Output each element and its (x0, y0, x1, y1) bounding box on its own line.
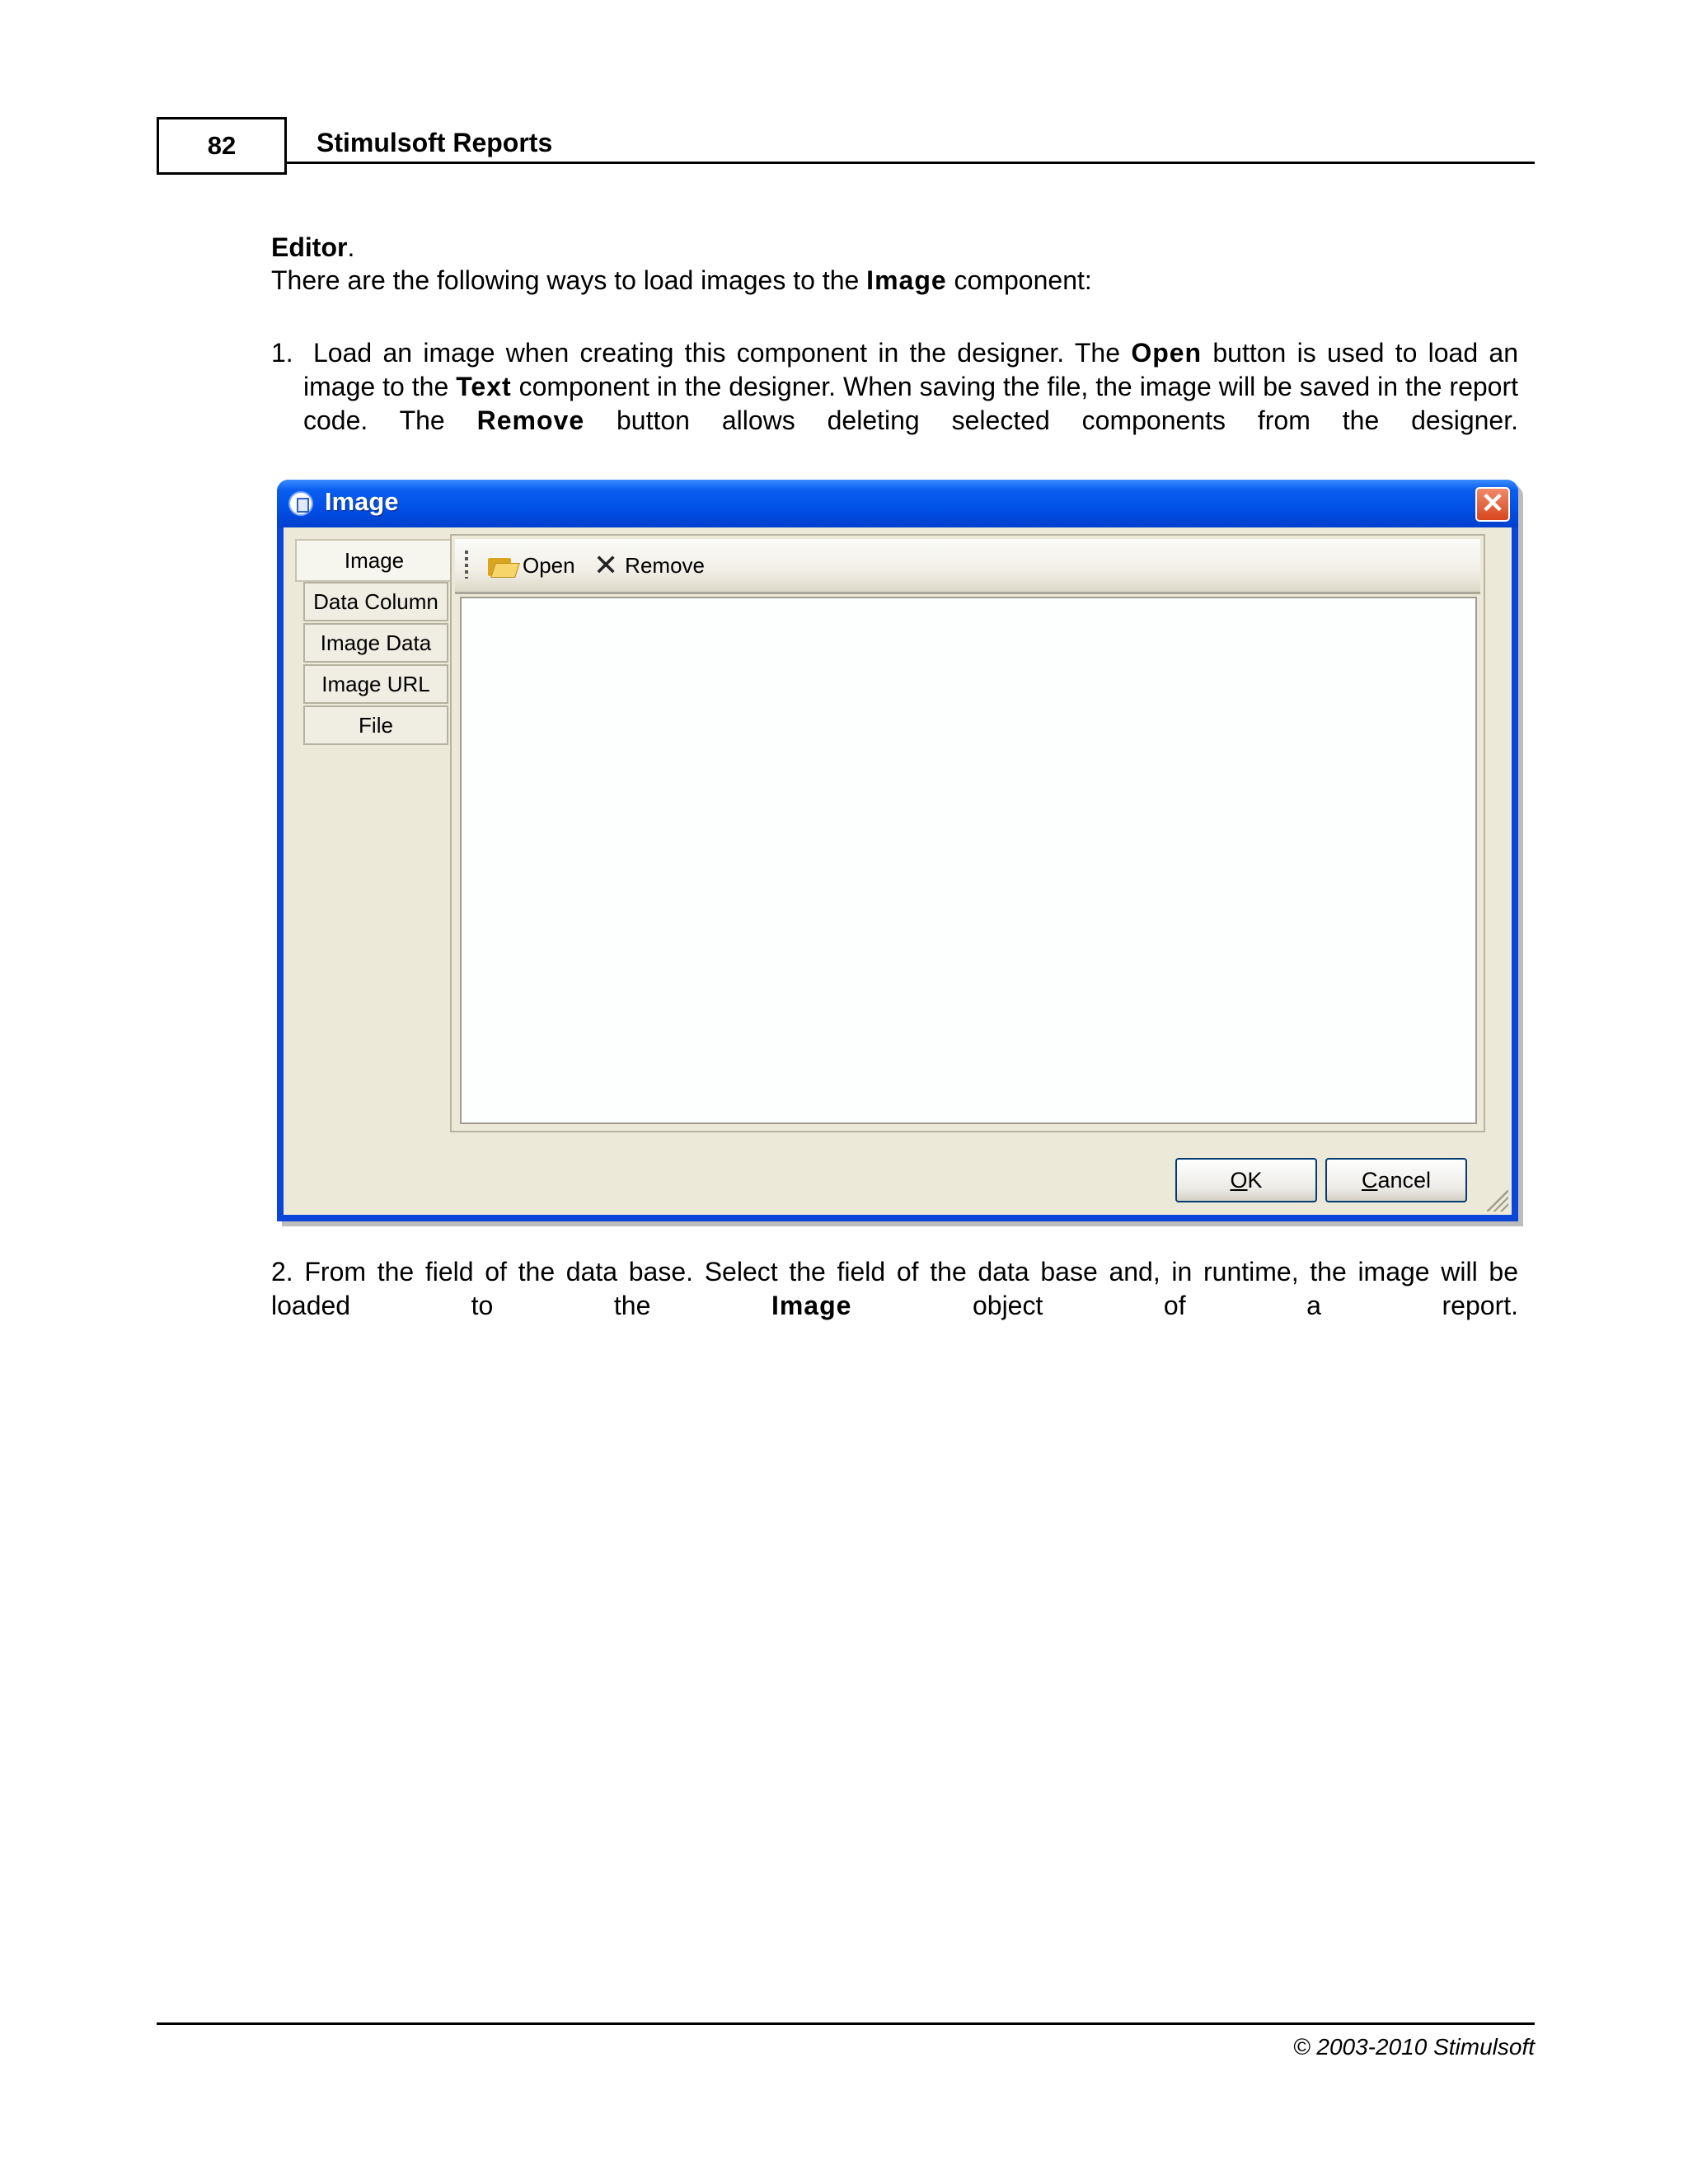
item1-text-2: button is used to load an image to the (303, 338, 1519, 401)
ok-mnemonic: O (1230, 1167, 1248, 1193)
ok-rest: K (1247, 1167, 1263, 1193)
item1-text-3: component in the designer. When saving the file, the image will be saved in the report code. The (303, 372, 1519, 435)
open-label: Open (523, 552, 575, 578)
footer-rule (157, 2022, 1535, 2025)
item2-image-bold: Image (771, 1291, 852, 1320)
item1-remove-bold: Remove (476, 405, 585, 435)
cancel-button[interactable] (1325, 1158, 1467, 1202)
close-button[interactable]: ✕ (1475, 487, 1510, 522)
editor-word: Editor (271, 232, 348, 262)
tab-image[interactable]: Image (295, 539, 452, 582)
open-folder-icon (488, 555, 516, 576)
item1-number: 1. (271, 338, 293, 368)
intro-sentence (271, 264, 1092, 298)
item2-text-1: 2. From the field of the data base. Select the field of the data base and, in runtime, the image will be loaded to the (271, 1257, 1518, 1320)
item2-text-2: object of a report. (851, 1291, 1519, 1320)
page-number: 82 (157, 117, 287, 175)
intro-image-bold: Image (866, 265, 947, 295)
editor-period: . (347, 232, 355, 262)
ok-button[interactable] (1175, 1158, 1317, 1202)
intro-text-a: There are the following ways to load images to the (271, 265, 867, 295)
remove-label: Remove (625, 552, 705, 578)
running-header-title: Stimulsoft Reports (316, 128, 553, 157)
remove-button[interactable] (593, 539, 705, 592)
intro-text-c: component: (946, 265, 1092, 295)
dialog-client-area (284, 527, 1512, 1215)
image-panel (450, 534, 1485, 1132)
dialog-title: Image (325, 487, 399, 516)
tab-file[interactable]: File (303, 705, 448, 745)
dialog-document-icon (288, 491, 313, 516)
item1-open-bold: Open (1131, 338, 1203, 368)
resize-grip-icon[interactable] (1487, 1190, 1508, 1212)
remove-x-icon: ✕ (593, 548, 619, 582)
dialog-titlebar[interactable] (277, 480, 1518, 527)
tab-image-url[interactable]: Image URL (303, 664, 448, 704)
item1-paragraph (303, 336, 1518, 438)
footer-copyright: © 2003-2010 Stimulsoft (1292, 2034, 1535, 2060)
image-toolbar (455, 539, 1480, 594)
image-preview-area[interactable] (460, 597, 1477, 1124)
intro-editor-line (271, 231, 354, 265)
item2-paragraph (271, 1255, 1518, 1323)
cancel-mnemonic: C (1361, 1167, 1378, 1193)
open-button[interactable] (488, 539, 575, 592)
cancel-rest: ancel (1377, 1167, 1432, 1193)
image-editor-dialog (277, 480, 1518, 1221)
tab-image-data[interactable]: Image Data (303, 623, 448, 663)
tab-data-column[interactable]: Data Column (303, 582, 448, 621)
toolbar-grip[interactable] (465, 551, 468, 579)
header-rule (287, 162, 1535, 164)
item1-text-1: Load an image when creating this component in the designer. The (313, 338, 1132, 368)
item1-text-4: button allows deleting selected components from the designer. (584, 405, 1519, 435)
item1-text-bold: Text (456, 372, 512, 401)
